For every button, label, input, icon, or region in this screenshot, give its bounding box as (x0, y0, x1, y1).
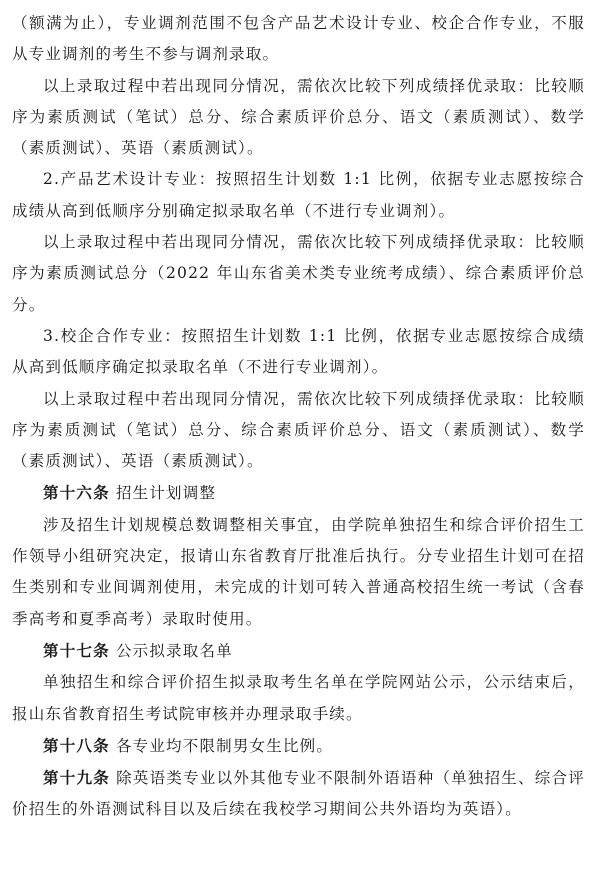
paragraph-text: 以上录取过程中若出现同分情况，需依次比较下列成绩择优录取：比较顺序为素质测试总分（2022 年山东省美术类专业统考成绩）、综合素质评价总分。 (12, 233, 585, 314)
paragraph-tie-rule-art (12, 227, 585, 321)
paragraph-text: 以上录取过程中若出现同分情况，需依次比较下列成绩择优录取：比较顺序为素质测试（笔试）总分、综合素质评价总分、语文（素质测试）、数学（素质测试）、英语（素质测试）。 (12, 76, 585, 158)
article-number: 第十六条 (43, 483, 110, 503)
paragraph-text: 单独招生和综合评价招生拟录取考生名单在学院网站公示，公示结束后，报山东省教育招生考试院审核并办理录取手续。 (12, 673, 585, 723)
paragraph-text: （额满为止），专业调剂范围不包含产品艺术设计专业、校企合作专业，不服从专业调剂的考生不参与调剂录取。 (12, 14, 585, 64)
article-number: 第十八条 (43, 735, 110, 755)
article-19 (12, 762, 585, 826)
article-title: 招生计划调整 (109, 484, 217, 503)
paragraph-text: 涉及招生计划规模总数调整相关事宜，由学院单独招生和综合评价招生工作领导小组研究决定，报请山东省教育厅批准后执行。分专业招生计划可在招生类别和专业间调剂使用，未完成的计划可转入普通高校招生统一考试（含春季高考和夏季高考）录取时使用。 (12, 515, 585, 628)
article-text: 除英语类专业以外其他专业不限制外语语种（单独招生、综合评价招生的外语测试科目以及后续在我校学习期间公共外语均为英语）。 (12, 769, 585, 819)
article-text: 各专业均不限制男女生比例。 (109, 736, 334, 755)
article-17-heading (12, 635, 585, 667)
paragraph-school-enterprise-major (12, 321, 585, 384)
paragraph-text: 3.校企合作专业：按照招生计划数 1:1 比例，依据专业志愿按综合成绩从高到低顺序确定拟录取名单（不进行专业调剂）。 (12, 326, 585, 377)
article-number: 第十七条 (43, 640, 110, 660)
paragraph-text: 2.产品艺术设计专业：按照招生计划数 1:1 比例，依据专业志愿按综合成绩从高到低顺序分别确定拟录取名单（不进行专业调剂）。 (12, 170, 585, 220)
paragraph-product-design-major (12, 164, 585, 227)
article-number: 第十九条 (43, 768, 110, 788)
paragraph-text: 以上录取过程中若出现同分情况，需依次比较下列成绩择优录取：比较顺序为素质测试（笔试）总分、综合素质评价总分、语文（素质测试）、数学（素质测试）、英语（素质测试）。 (12, 389, 585, 471)
article-16-heading (12, 477, 585, 509)
paragraph-publicity (12, 667, 585, 730)
article-18 (12, 730, 585, 762)
paragraph-tie-rule-general (12, 71, 585, 165)
paragraph-admission-adjustment (12, 8, 585, 71)
paragraph-plan-adjustment (12, 510, 585, 635)
paragraph-tie-rule-enterprise (12, 384, 585, 478)
article-title: 公示拟录取名单 (109, 641, 233, 660)
